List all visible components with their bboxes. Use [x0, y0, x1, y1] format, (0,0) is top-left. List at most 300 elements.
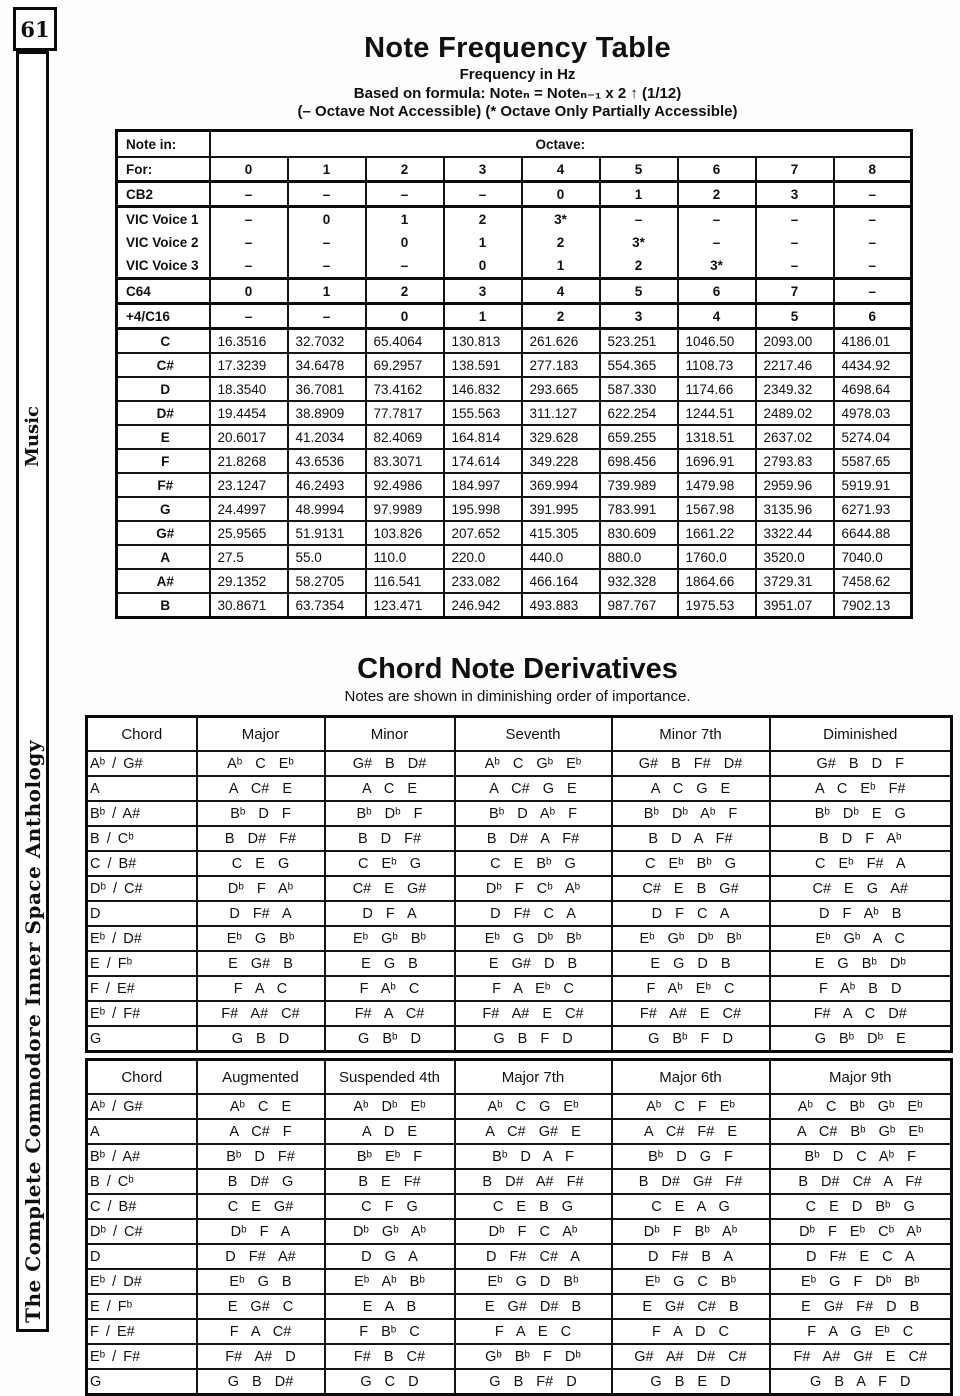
frequency-value-cell: 2793.83	[756, 449, 834, 473]
frequency-value-cell: 34.6478	[288, 353, 366, 377]
chord-notes-cell: D F# B A	[612, 1244, 770, 1269]
chord-notes-cell: E G# F# D B	[770, 1294, 952, 1319]
chord-row	[87, 1094, 952, 1119]
chord-notes-cell: G# A# D# C#	[612, 1344, 770, 1369]
chord-row	[87, 976, 952, 1001]
freq-cell: 0	[366, 231, 444, 254]
frequency-value-cell: 29.1352	[210, 569, 288, 593]
frequency-value-cell: 65.4064	[366, 329, 444, 354]
frequency-value-cell: 155.563	[444, 401, 522, 425]
chord-notes-cell: Bᵇ Dᵇ F	[325, 801, 455, 826]
freq-cell: –	[288, 182, 366, 207]
frequency-value-cell: 932.328	[600, 569, 678, 593]
chord-label-cell: F / E#	[87, 1319, 197, 1344]
freq-cell: 1	[522, 254, 600, 279]
frequency-value-cell: 174.614	[444, 449, 522, 473]
frequency-value-cell: 195.998	[444, 497, 522, 521]
chord-notes-cell: B D# G# F#	[612, 1169, 770, 1194]
frequency-value-cell: 3135.96	[756, 497, 834, 521]
frequency-value-cell: 987.767	[600, 593, 678, 618]
chord-notes-cell: A C E	[325, 776, 455, 801]
note-label: A#	[117, 569, 210, 593]
chord-notes-cell: B E F#	[325, 1169, 455, 1194]
frequency-value-cell: 493.883	[522, 593, 600, 618]
freq-cell: –	[288, 254, 366, 279]
chord-notes-cell: D F A	[325, 901, 455, 926]
freq-cell: –	[210, 207, 288, 232]
note-label: E	[117, 425, 210, 449]
chord-notes-cell: D G A	[325, 1244, 455, 1269]
chord-section-title: Chord Note Derivatives	[357, 653, 678, 685]
octave-header-cell: 5	[600, 157, 678, 182]
chord-notes-cell: C# E G#	[325, 876, 455, 901]
note-label: G#	[117, 521, 210, 545]
chord-label-cell: Dᵇ / C#	[87, 1219, 197, 1244]
chord-notes-cell: Eᵇ G F Dᵇ Bᵇ	[770, 1269, 952, 1294]
chord-notes-cell: F A E C	[455, 1319, 612, 1344]
chord-row	[87, 1194, 952, 1219]
frequency-value-cell: 1696.91	[678, 449, 756, 473]
frequency-value-cell: 1108.73	[678, 353, 756, 377]
chord-notes-cell: G# B D F	[770, 751, 952, 776]
note-frequency-row	[117, 401, 912, 425]
chord-label-cell: G	[87, 1026, 197, 1052]
frequency-value-cell: 46.2493	[288, 473, 366, 497]
chord-notes-cell: Dᵇ F A	[197, 1219, 325, 1244]
frequency-value-cell: 4978.03	[834, 401, 912, 425]
note-label: C#	[117, 353, 210, 377]
chord-notes-cell: Bᵇ D A F	[455, 1144, 612, 1169]
chord-label-cell: Aᵇ / G#	[87, 751, 197, 776]
chord-notes-cell: C E G#	[197, 1194, 325, 1219]
chord-header-cell: Major 9th	[770, 1060, 952, 1095]
chord-notes-cell: Eᵇ G C Bᵇ	[612, 1269, 770, 1294]
chord-notes-cell: Aᵇ C F Eᵇ	[612, 1094, 770, 1119]
freq-cell: –	[678, 231, 756, 254]
chord-notes-cell: F A C#	[197, 1319, 325, 1344]
freq-cell: 2	[366, 279, 444, 304]
chord-label-cell: E / Fᵇ	[87, 1294, 197, 1319]
frequency-value-cell: 4698.64	[834, 377, 912, 401]
frequency-value-cell: 1174.66	[678, 377, 756, 401]
chord-notes-cell: A C# F	[197, 1119, 325, 1144]
chord-notes-cell: C E B G	[455, 1194, 612, 1219]
chord-row	[87, 1026, 952, 1052]
chord-header-cell: Seventh	[455, 717, 612, 752]
frequency-value-cell: 440.0	[522, 545, 600, 569]
octave-header-cell: 6	[678, 157, 756, 182]
frequency-value-cell: 164.814	[444, 425, 522, 449]
frequency-value-cell: 293.665	[522, 377, 600, 401]
chord-notes-cell: D F# C A	[455, 901, 612, 926]
frequency-value-cell: 55.0	[288, 545, 366, 569]
frequency-value-cell: 659.255	[600, 425, 678, 449]
chord-notes-cell: Eᵇ Gᵇ A C	[770, 926, 952, 951]
chord-notes-cell: G# B F# D#	[612, 751, 770, 776]
note-frequency-row	[117, 425, 912, 449]
chord-notes-cell: B D# G	[197, 1169, 325, 1194]
freq-cell: 2	[600, 254, 678, 279]
chord-notes-cell: A C Eᵇ F#	[770, 776, 952, 801]
chord-section-subtitle: Notes are shown in diminishing order of importance.	[344, 688, 691, 705]
frequency-value-cell: 24.4997	[210, 497, 288, 521]
freq-cell: 2	[678, 182, 756, 207]
frequency-value-cell: 38.8909	[288, 401, 366, 425]
note-frequency-row	[117, 473, 912, 497]
frequency-value-cell: 587.330	[600, 377, 678, 401]
octave-header-cell: 8	[834, 157, 912, 182]
chord-notes-cell: Bᵇ D F#	[197, 1144, 325, 1169]
chord-label-cell: Aᵇ / G#	[87, 1094, 197, 1119]
chord-notes-cell: Aᵇ C Gᵇ Eᵇ	[455, 751, 612, 776]
chord-row	[87, 751, 952, 776]
device-label: VIC Voice 1	[117, 207, 210, 232]
octave-label: Octave:	[210, 131, 912, 158]
octave-header-cell: 0	[210, 157, 288, 182]
chord-notes-cell: Dᵇ F Aᵇ	[197, 876, 325, 901]
frequency-value-cell: 739.989	[600, 473, 678, 497]
note-frequency-table	[115, 129, 913, 619]
chord-notes-cell: F# A C D#	[770, 1001, 952, 1026]
frequency-value-cell: 349.228	[522, 449, 600, 473]
chord-notes-cell: Dᵇ F Cᵇ Aᵇ	[455, 876, 612, 901]
chord-notes-cell: F# A# C#	[197, 1001, 325, 1026]
chord-notes-cell: G# B D#	[325, 751, 455, 776]
frequency-value-cell: 466.164	[522, 569, 600, 593]
note-label: A	[117, 545, 210, 569]
freq-cell: 5	[756, 304, 834, 329]
chord-label-cell: Eᵇ / F#	[87, 1001, 197, 1026]
frequency-value-cell: 1661.22	[678, 521, 756, 545]
freq-cell: 1	[366, 207, 444, 232]
chord-notes-cell: F# A# G# E C#	[770, 1344, 952, 1369]
chord-label-cell: Dᵇ / C#	[87, 876, 197, 901]
chord-notes-cell: Bᵇ Eᵇ F	[325, 1144, 455, 1169]
chord-notes-cell: D F# A#	[197, 1244, 325, 1269]
frequency-value-cell: 1864.66	[678, 569, 756, 593]
chord-notes-cell: G Bᵇ D	[325, 1026, 455, 1052]
chord-notes-cell: F Bᵇ C	[325, 1319, 455, 1344]
chord-notes-cell: D F Aᵇ B	[770, 901, 952, 926]
chord-notes-cell: F# A C#	[325, 1001, 455, 1026]
spine-bar	[16, 51, 49, 1332]
chord-notes-cell: F Aᵇ Eᵇ C	[612, 976, 770, 1001]
freq-cell: 2	[522, 304, 600, 329]
note-frequency-row	[117, 521, 912, 545]
frequency-value-cell: 6644.88	[834, 521, 912, 545]
octave-header-cell: 3	[444, 157, 522, 182]
frequency-value-cell: 83.3071	[366, 449, 444, 473]
chord-notes-cell: D F# E C A	[770, 1244, 952, 1269]
frequency-value-cell: 1244.51	[678, 401, 756, 425]
chord-notes-cell: G B F# D	[455, 1369, 612, 1395]
note-frequency-row	[117, 545, 912, 569]
chord-row	[87, 1269, 952, 1294]
freq-cell: –	[834, 254, 912, 279]
chord-notes-cell: C E D Bᵇ G	[770, 1194, 952, 1219]
chord-notes-cell: Bᵇ D Aᵇ F	[455, 801, 612, 826]
note-label: F	[117, 449, 210, 473]
frequency-value-cell: 116.541	[366, 569, 444, 593]
freq-cell: –	[834, 182, 912, 207]
chord-notes-cell: Eᵇ G Bᵇ	[197, 926, 325, 951]
note-label: F#	[117, 473, 210, 497]
frequency-value-cell: 4434.92	[834, 353, 912, 377]
device-row	[117, 182, 912, 207]
chord-row	[87, 1244, 952, 1269]
chord-row	[87, 1169, 952, 1194]
frequency-value-cell: 21.8268	[210, 449, 288, 473]
chord-label-cell: A	[87, 1119, 197, 1144]
chord-header-cell: Suspended 4th	[325, 1060, 455, 1095]
chord-notes-cell: Aᵇ C Eᵇ	[197, 751, 325, 776]
spine-title: The Complete Commodore Inner Space Anthology	[20, 740, 45, 1323]
frequency-value-cell: 2217.46	[756, 353, 834, 377]
chord-row	[87, 1001, 952, 1026]
frequency-value-cell: 69.2957	[366, 353, 444, 377]
freq-cell: 7	[756, 279, 834, 304]
chord-notes-cell: E G# D B	[455, 951, 612, 976]
chord-notes-cell: Bᵇ D C Aᵇ F	[770, 1144, 952, 1169]
section-label: Music	[22, 406, 43, 467]
freq-cell: 1	[600, 182, 678, 207]
chord-notes-cell: B D F Aᵇ	[770, 826, 952, 851]
frequency-value-cell: 369.994	[522, 473, 600, 497]
freq-cell: 1	[444, 304, 522, 329]
frequency-value-cell: 2093.00	[756, 329, 834, 354]
table-row	[117, 131, 912, 158]
freq-cell: 2	[522, 231, 600, 254]
frequency-value-cell: 30.8671	[210, 593, 288, 618]
chord-header-cell: Major	[197, 717, 325, 752]
device-row	[117, 254, 912, 279]
chord-notes-cell: B D# F#	[197, 826, 325, 851]
chord-notes-cell: G C D	[325, 1369, 455, 1395]
chord-notes-cell: D F# A	[197, 901, 325, 926]
chord-notes-cell: B D# C# A F#	[770, 1169, 952, 1194]
chord-label-cell: C / B#	[87, 1194, 197, 1219]
chord-notes-cell: Aᵇ C Bᵇ Gᵇ Eᵇ	[770, 1094, 952, 1119]
chord-notes-cell: Eᵇ G Dᵇ Bᵇ	[455, 926, 612, 951]
chord-notes-cell: F# A# E C#	[455, 1001, 612, 1026]
chord-notes-cell: F Aᵇ C	[325, 976, 455, 1001]
chord-notes-cell: E G D B	[612, 951, 770, 976]
frequency-value-cell: 51.9131	[288, 521, 366, 545]
device-row	[117, 304, 912, 329]
chord-label-cell: D	[87, 1244, 197, 1269]
freq-cell: 1	[288, 279, 366, 304]
chord-row	[87, 851, 952, 876]
freq-cell: 3*	[600, 231, 678, 254]
chord-notes-cell: F A G Eᵇ C	[770, 1319, 952, 1344]
frequency-value-cell: 415.305	[522, 521, 600, 545]
chord-notes-cell: F A D C	[612, 1319, 770, 1344]
frequency-value-cell: 3951.07	[756, 593, 834, 618]
octave-header-cell: 1	[288, 157, 366, 182]
device-label: VIC Voice 2	[117, 231, 210, 254]
freq-cell: –	[210, 231, 288, 254]
frequency-value-cell: 783.991	[600, 497, 678, 521]
note-frequency-row	[117, 353, 912, 377]
chord-table-1	[85, 715, 953, 1053]
frequency-value-cell: 1567.98	[678, 497, 756, 521]
chord-notes-cell: A C# G E	[455, 776, 612, 801]
chord-notes-cell: E G# B	[197, 951, 325, 976]
page-number: 61	[13, 7, 57, 51]
freq-cell: 4	[678, 304, 756, 329]
device-row	[117, 279, 912, 304]
frequency-value-cell: 110.0	[366, 545, 444, 569]
chord-row	[87, 1119, 952, 1144]
chord-notes-cell: C# E G A#	[770, 876, 952, 901]
freq-cell: –	[444, 182, 522, 207]
chord-notes-cell: F# A# D	[197, 1344, 325, 1369]
freq-cell: 3	[444, 279, 522, 304]
chord-label-cell: Eᵇ / D#	[87, 926, 197, 951]
frequency-value-cell: 63.7354	[288, 593, 366, 618]
chord-notes-cell: E G# D# B	[455, 1294, 612, 1319]
frequency-value-cell: 2637.02	[756, 425, 834, 449]
frequency-value-cell: 3520.0	[756, 545, 834, 569]
frequency-value-cell: 261.626	[522, 329, 600, 354]
frequency-value-cell: 7902.13	[834, 593, 912, 618]
frequency-value-cell: 329.628	[522, 425, 600, 449]
chord-label-cell: C / B#	[87, 851, 197, 876]
freq-cell: 4	[522, 279, 600, 304]
chord-notes-cell: F# B C#	[325, 1344, 455, 1369]
note-frequency-row	[117, 569, 912, 593]
frequency-value-cell: 1760.0	[678, 545, 756, 569]
chord-notes-cell: G Bᵇ F D	[612, 1026, 770, 1052]
chord-row	[87, 1369, 952, 1395]
chord-notes-cell: Bᵇ Dᵇ Aᵇ F	[612, 801, 770, 826]
frequency-value-cell: 36.7081	[288, 377, 366, 401]
freq-cell: 1	[444, 231, 522, 254]
chord-notes-cell: A D E	[325, 1119, 455, 1144]
frequency-value-cell: 23.1247	[210, 473, 288, 497]
frequency-value-cell: 5919.91	[834, 473, 912, 497]
frequency-value-cell: 880.0	[600, 545, 678, 569]
freq-cell: –	[288, 231, 366, 254]
frequency-value-cell: 2349.32	[756, 377, 834, 401]
octave-header-cell: 4	[522, 157, 600, 182]
frequency-value-cell: 16.3516	[210, 329, 288, 354]
chord-notes-cell: Bᵇ D F	[197, 801, 325, 826]
chord-notes-cell: A C# E	[197, 776, 325, 801]
chord-label-cell: F / E#	[87, 976, 197, 1001]
freq-cell: –	[366, 254, 444, 279]
frequency-value-cell: 73.4162	[366, 377, 444, 401]
freq-cell: 0	[210, 279, 288, 304]
chord-table-2	[85, 1058, 953, 1396]
note-label: C	[117, 329, 210, 354]
chord-notes-cell: E G B	[325, 951, 455, 976]
chord-notes-cell: C Eᵇ G	[325, 851, 455, 876]
frequency-value-cell: 2959.96	[756, 473, 834, 497]
freq-cell: –	[600, 207, 678, 232]
freq-cell: 0	[288, 207, 366, 232]
freq-cell: –	[210, 254, 288, 279]
frequency-value-cell: 1479.98	[678, 473, 756, 497]
chord-notes-cell: Bᵇ Dᵇ E G	[770, 801, 952, 826]
chord-header-cell: Chord	[87, 717, 197, 752]
note-label: B	[117, 593, 210, 618]
chord-row	[87, 1219, 952, 1244]
frequency-value-cell: 1318.51	[678, 425, 756, 449]
frequency-value-cell: 233.082	[444, 569, 522, 593]
chord-notes-cell: A C G E	[612, 776, 770, 801]
chord-notes-cell: E G Bᵇ Dᵇ	[770, 951, 952, 976]
chord-notes-cell: Aᵇ Dᵇ Eᵇ	[325, 1094, 455, 1119]
chord-notes-cell: Eᵇ Gᵇ Dᵇ Bᵇ	[612, 926, 770, 951]
frequency-value-cell: 97.9989	[366, 497, 444, 521]
note-frequency-row	[117, 497, 912, 521]
freq-cell: –	[834, 279, 912, 304]
freq-cell: 3	[600, 304, 678, 329]
chord-header-row	[87, 717, 952, 752]
chord-notes-cell: Dᵇ F Eᵇ Cᵇ Aᵇ	[770, 1219, 952, 1244]
chord-row	[87, 826, 952, 851]
note-frequency-row	[117, 449, 912, 473]
freq-subtitle: Frequency in Hz	[459, 66, 576, 83]
octave-header-cell: 2	[366, 157, 444, 182]
frequency-value-cell: 3322.44	[756, 521, 834, 545]
frequency-value-cell: 7040.0	[834, 545, 912, 569]
chord-label-cell: E / Fᵇ	[87, 951, 197, 976]
chord-notes-cell: A C# G# E	[455, 1119, 612, 1144]
frequency-value-cell: 92.4986	[366, 473, 444, 497]
frequency-value-cell: 391.995	[522, 497, 600, 521]
chord-notes-cell: Aᵇ C E	[197, 1094, 325, 1119]
page-content	[85, 0, 950, 1396]
device-label: C64	[117, 279, 210, 304]
chord-row	[87, 1319, 952, 1344]
frequency-value-cell: 7458.62	[834, 569, 912, 593]
frequency-value-cell: 2489.02	[756, 401, 834, 425]
frequency-value-cell: 48.9994	[288, 497, 366, 521]
frequency-value-cell: 82.4069	[366, 425, 444, 449]
chord-notes-cell: G B D#	[197, 1369, 325, 1395]
note-frequency-row	[117, 329, 912, 354]
frequency-value-cell: 698.456	[600, 449, 678, 473]
chord-notes-cell: C F G	[325, 1194, 455, 1219]
frequency-value-cell: 130.813	[444, 329, 522, 354]
freq-cell: –	[756, 254, 834, 279]
table-row	[117, 157, 912, 182]
chord-label-cell: G	[87, 1369, 197, 1395]
freq-cell: 0	[366, 304, 444, 329]
frequency-value-cell: 20.6017	[210, 425, 288, 449]
device-label: +4/C16	[117, 304, 210, 329]
chord-row	[87, 876, 952, 901]
freq-cell: 6	[678, 279, 756, 304]
chord-notes-cell: G B A F D	[770, 1369, 952, 1395]
frequency-value-cell: 220.0	[444, 545, 522, 569]
freq-cell: –	[756, 231, 834, 254]
freq-cell: –	[756, 207, 834, 232]
chord-header-cell: Minor	[325, 717, 455, 752]
freq-cell: –	[678, 207, 756, 232]
chord-label-cell: Eᵇ / D#	[87, 1269, 197, 1294]
chord-header-cell: Diminished	[770, 717, 952, 752]
chord-notes-cell: E G# C	[197, 1294, 325, 1319]
chord-label-cell: B / Cᵇ	[87, 826, 197, 851]
frequency-value-cell: 622.254	[600, 401, 678, 425]
frequency-value-cell: 18.3540	[210, 377, 288, 401]
frequency-value-cell: 19.4454	[210, 401, 288, 425]
chord-notes-cell: Gᵇ Bᵇ F Dᵇ	[455, 1344, 612, 1369]
chord-notes-cell: D F C A	[612, 901, 770, 926]
